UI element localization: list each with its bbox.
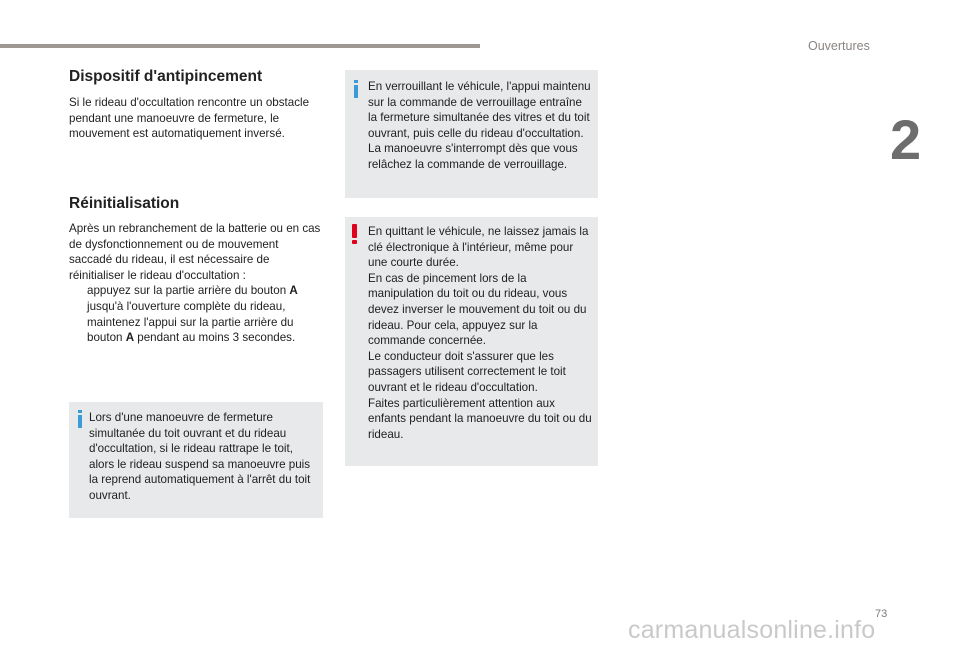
chapter-number: 2	[890, 108, 922, 171]
info-note-box	[345, 70, 598, 198]
heading-reinitialisation: Réinitialisation	[69, 195, 180, 212]
heading-antipincement: Dispositif d'antipincement	[69, 68, 263, 85]
list-item	[69, 315, 324, 346]
section-title: Ouvertures	[808, 39, 870, 53]
bullet-text: pendant au moins 3 secondes.	[134, 331, 296, 345]
info-icon	[78, 410, 82, 428]
info-note-box	[69, 402, 323, 518]
bullet-text: maintenez l'appui sur la partie arrière du bouton	[87, 315, 294, 345]
button-key-label: A	[289, 284, 298, 298]
info-icon	[354, 80, 358, 98]
reinitialisation-section	[69, 221, 324, 346]
warning-paragraph: En quittant le véhicule, ne laissez jamais la clé électronique à l'intérieur, même pour une courte durée.	[368, 225, 589, 270]
warning-note-text	[368, 224, 594, 442]
list-item	[69, 283, 324, 314]
warning-paragraph: Faites particulièrement attention aux enfants pendant la manoeuvre du toit ou du rideau.	[368, 396, 592, 441]
warning-note-box	[345, 217, 598, 466]
paragraph-reinit-intro: Après un rebranchement de la batterie ou en cas de dysfonctionnement ou de mouvement saccadé du rideau, il est nécessaire de réinitialiser le rideau d'occultation :	[69, 222, 321, 282]
bullet-text: jusqu'à l'ouverture complète du rideau,	[87, 299, 286, 313]
warning-paragraph: En cas de pincement lors de la manipulation du toit ou du rideau, vous devez inverser le mouvement du toit ou du rideau. Pour cela, appuyez sur la commande concernée.	[368, 271, 587, 348]
button-key-label: A	[125, 331, 135, 345]
bullet-text: appuyez sur la partie arrière du bouton	[87, 284, 290, 298]
info-note-text: Lors d'une manoeuvre de fermeture simultanée du toit ouvrant et du rideau d'occultation, si le rideau rattrape le toit, alors le rideau suspend sa manoeuvre puis la reprend automatiquement à l'arrêt du toit ouvrant.	[89, 411, 311, 502]
warning-paragraph: Le conducteur doit s'assurer que les passagers utilisent correctement le toit ouvrant et le rideau d'occultation.	[368, 349, 566, 394]
warning-icon	[352, 224, 358, 244]
info-note-text: En verrouillant le véhicule, l'appui maintenu sur la commande de verrouillage entraîne la fermeture simultanée des vitres et du toit ouvrant, puis celle du rideau d'occultation. La manoeuvre s'interrompt dès que vous relâchez la commande de verrouillage.	[368, 80, 591, 171]
header-rule	[0, 44, 480, 48]
paragraph-antipincement: Si le rideau d'occultation rencontre un obstacle pendant une manoeuvre de fermeture, le mouvement est automatiquement inversé.	[69, 96, 310, 141]
page-number: 73	[875, 608, 888, 620]
watermark: carmanualsonline.info	[628, 616, 876, 644]
